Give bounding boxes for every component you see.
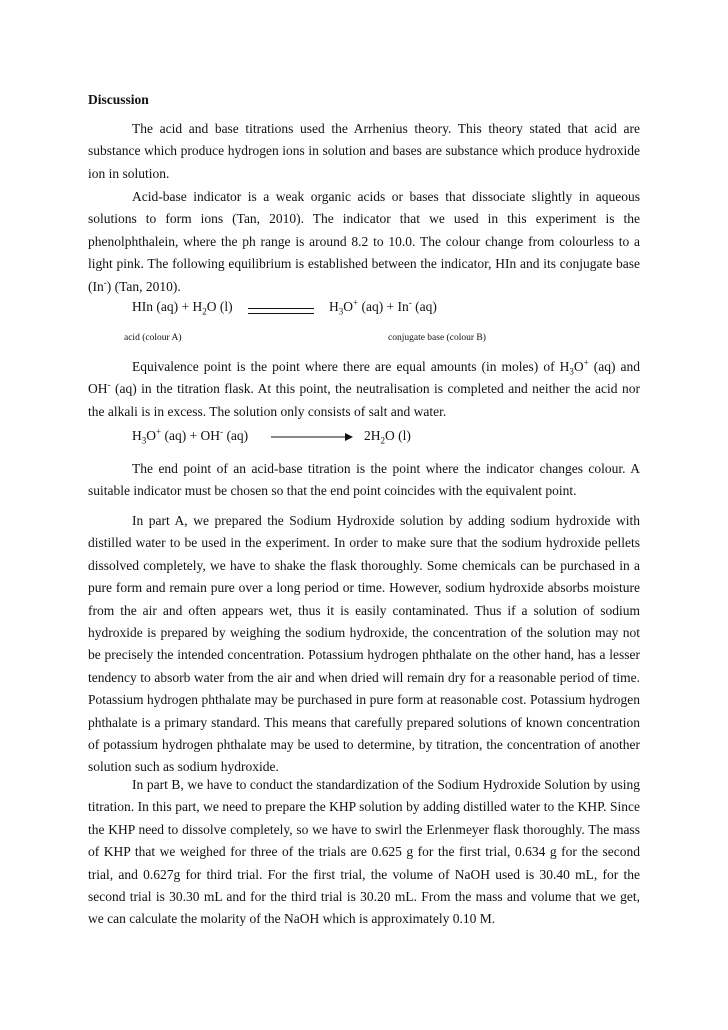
eq-text: O [343,299,353,314]
neutralisation-left [132,428,248,444]
superscript: - [103,277,107,288]
subscript: 2 [380,435,385,446]
eq-text: (aq) [223,428,249,443]
eq-text: H [329,299,339,314]
section-heading: Discussion [88,92,149,107]
paragraph-end-point [88,458,640,503]
paragraph-arrhenius [88,118,640,185]
subscript: 3 [141,435,147,446]
neutralisation-right [364,428,411,444]
paragraph-text: The acid and base titrations used the Arrhenius theory. This theory stated that acid are substance which produce hydrogen ions in solution and bases are substance which produce hydroxide ion in solution. [88,121,640,181]
label-acid: acid (colour A) [124,333,182,343]
eq-text: HIn (aq) + H [132,299,203,314]
paragraph-part-b [88,774,640,931]
superscript: - [220,426,224,437]
superscript: - [107,379,111,390]
paragraph-text: Acid-base indicator is a weak organic acids or bases that dissociate slightly in aqueous solutions to form ions (Tan, 2010). The indicator that we used in this experiment is the phenolphthalein, where the ph range is around 8.2 to 10.0. The colour change from colourless to a light pink. The following equilibrium is established between the indicator, HIn and its conjugate base (In [88,189,640,294]
paragraph-text: In part B, we have to conduct the standardization of the Sodium Hydroxide Solution by using titration. In this part, we need to prepare the KHP solution by adding distilled water to the KHP. Since the KHP need to dissolve completely, so we have to swirl the Erlenmeyer flask thoroughly. The mass of KHP that we weighed for three of the trials are 0.625 g for the first trial, 0.634 g for the second trial, and 0.627g for third trial. For the first trial, the volume of NaOH used is 30.40 mL, for the second trial is 30.30 mL and for the third trial is 30.20 mL. From the mass and volume that we get, we can calculate the molarity of the NaOH which is approximately 0.10 M. [88,777,640,927]
paragraph-equivalence [88,356,640,423]
eq-text: (aq) + In [358,299,409,314]
paragraph-text: ) (Tan, 2010). [106,278,181,294]
superscript: + [583,357,589,368]
eq-text: (aq) [411,299,437,314]
paragraph-text: The end point of an acid-base titration is the point where the indicator changes colour. A suitable indicator must be chosen so that the end point coincides with the equivalent point. [88,461,640,499]
paragraph-text: (aq) and OH [88,359,640,397]
eq-text: O (l) [385,428,411,443]
paragraph-part-a [88,510,640,779]
eq-text: H [132,428,142,443]
eq-text: (aq) + OH [161,428,221,443]
equilibrium-right [329,299,437,315]
paragraph-text: O [573,359,584,374]
reaction-arrow-icon [271,430,353,444]
label-conjugate-base: conjugate base (colour B) [388,333,486,343]
paragraph-text: Equivalence point is the point where there are equal amounts (in moles) of H [132,359,570,374]
subscript: 3 [569,366,574,377]
eq-text: 2H [364,428,381,443]
eq-text: O (l) [206,299,233,314]
subscript: 2 [202,306,207,317]
paragraph-text: (aq) in the titration flask. At this point, the neutralisation is completed and neither the acid nor the alkali is in excess. The solution only consists of salt and water. [88,381,640,419]
subscript: 3 [338,306,344,317]
eq-text: O [146,428,156,443]
superscript: + [353,297,359,308]
equilibrium-arrow-icon [248,308,314,314]
paragraph-text: In part A, we prepared the Sodium Hydroxide solution by adding sodium hydroxide with distilled water to be used in the experiment. In order to make sure that the sodium hydroxide pellets dissolved completely, we have to shake the flask thoroughly. Some chemicals can be purchased in a pure form and remain pure over a long period or time. However, sodium hydroxide absorbs moisture from the air and often appears wet, thus it is easily contaminated. Thus if a solution of sodium hydroxide is prepared by weighing the sodium hydroxide, the concentration of the solution may not be precisely the intended concentration. Potassium hydrogen phthalate on the other hand, has a lesser tendency to absorb water from the air and when dried will remain dry for a reasonable period of time. Potassium hydrogen phthalate may be purchased in pure form at reasonable cost. Potassium hydrogen phthalate is a primary standard. This means that carefully prepared solutions of known concentration of potassium hydrogen phthalate may be used to determine, by titration, the concentration of another solution such as sodium hydroxide. [88,513,640,775]
superscript: + [156,426,162,437]
paragraph-indicator [88,186,640,298]
superscript: - [408,297,412,308]
